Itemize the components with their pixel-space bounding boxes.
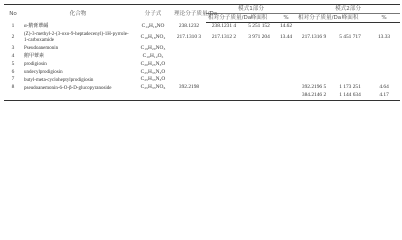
table-row: [4, 92, 400, 100]
cell-no: 6: [11, 68, 15, 75]
cell-no: [4, 92, 22, 100]
cell-formula: C₁₉H₂₀NO₃: [140, 44, 166, 51]
cell-theoretical-mass: [172, 61, 206, 69]
header-group-2: 模式2部分: [296, 5, 400, 14]
cell-area-1: 5 251 152: [248, 23, 270, 30]
cell-no: 7: [11, 76, 15, 83]
cell-theoretical-mass: [172, 69, 206, 77]
cell-area-2: [332, 76, 368, 84]
header-no: No: [4, 5, 22, 23]
cell-pct-2: [368, 23, 400, 31]
cell-mass-1: [206, 76, 242, 84]
cell-formula: C₂₀H₂₅N₃O: [140, 60, 166, 67]
cell-compound: (Z)-3-methyl-2-(3-oxo-9-heptadecenyl)-1H-pyrrole-1-carboxamide: [24, 32, 129, 43]
cell-no: 2: [11, 34, 15, 40]
table-body: [4, 23, 400, 101]
cell-compound: butyl-meta-cycloheptylprodigiosin: [24, 77, 94, 83]
header-sub1-mass: 相对分子质量/Da: [208, 15, 252, 22]
cell-pct-1: [276, 69, 296, 77]
cell-compound: 鹅甲蕈素: [24, 53, 45, 59]
table-row: [4, 23, 400, 31]
cell-area-1: [242, 84, 276, 92]
cell-mass-1: [206, 61, 242, 69]
cell-mass-1: [206, 92, 242, 100]
cell-compound: α-鹅膏蕈碱: [24, 24, 49, 30]
header-group-1: 模式1部分: [206, 5, 296, 14]
cell-mass-2: [296, 76, 332, 84]
cell-compound: prodigiosin: [24, 61, 47, 67]
cell-pct-2: 4.17: [368, 92, 400, 100]
cell-formula: C₁₄H₁₈NO: [141, 23, 165, 30]
cell-area-2: 1 144 634: [332, 92, 368, 100]
cell-area-2: [332, 69, 368, 77]
cell-mass-2: [296, 45, 332, 53]
cell-area-1: [242, 92, 276, 100]
cell-theoretical-mass: 217.1310 3: [176, 34, 202, 40]
cell-compound: pseudoanemonin-6-O-β-D-glucopyranoside: [24, 85, 112, 91]
cell-no: 4: [11, 52, 15, 59]
cell-compound: [22, 92, 134, 100]
table-row: [4, 53, 400, 61]
cell-pct-1: [276, 45, 296, 53]
header-sub2-mass: 相对分子质量/Da: [298, 15, 342, 22]
cell-theoretical-mass: 238.1232: [178, 23, 200, 30]
cell-mass-1: 217.1312 2: [211, 34, 237, 40]
header-formula: 分子式: [134, 5, 172, 23]
cell-mass-2: [296, 61, 332, 69]
cell-mass-2: 384.2146 2: [296, 92, 332, 100]
cell-pct-1: 13.44: [279, 34, 293, 40]
cell-mass-1: [206, 45, 242, 53]
header-sub1-pct: %: [276, 14, 296, 23]
cell-mass-1: [206, 84, 242, 92]
cell-compound: undecylprodigiosin: [24, 69, 63, 75]
cell-area-2: 5 451 717: [339, 34, 361, 40]
cell-area-2: [332, 61, 368, 69]
cell-formula: [134, 92, 172, 100]
table-row: [4, 76, 400, 84]
cell-pct-1: [276, 84, 296, 92]
cell-formula: C₁₆H₁₈NO₂: [140, 34, 166, 40]
cell-mass-2: [296, 69, 332, 77]
cell-area-1: [242, 61, 276, 69]
header-sub2-pct: %: [368, 14, 400, 23]
cell-formula: C₁₀H₁₂O₅: [142, 52, 164, 59]
cell-pct-2: [368, 53, 400, 61]
compound-table: [4, 4, 400, 101]
cell-area-2: [332, 53, 368, 61]
cell-theoretical-mass: 392.2198: [178, 84, 200, 91]
cell-no: 1: [11, 23, 15, 30]
table-row: [4, 31, 400, 45]
cell-area-1: 3 971 204: [248, 34, 270, 40]
cell-mass-2: [296, 23, 332, 31]
cell-mass-2: [296, 53, 332, 61]
header-sub2-area: 峰面积: [332, 14, 368, 23]
cell-no: 3: [11, 44, 15, 51]
cell-pct-2: [368, 45, 400, 53]
header-row-top: [4, 5, 400, 14]
cell-area-1: [242, 69, 276, 77]
cell-mass-2: 217.1316 9: [301, 34, 327, 40]
cell-pct-2: [368, 76, 400, 84]
cell-area-2: [332, 45, 368, 53]
cell-pct-2: [368, 69, 400, 77]
cell-pct-1: [276, 53, 296, 61]
cell-area-2: [332, 23, 368, 31]
cell-area-1: [242, 45, 276, 53]
cell-formula: C₂₅H₃₃N₃O: [140, 76, 166, 83]
header-theoretical-mass: 理论分子质量/Da: [172, 5, 206, 23]
cell-formula: C₂₅H₃₅N₃O: [140, 68, 166, 75]
cell-theoretical-mass: [172, 45, 206, 53]
header-sub1-area: 峰面积: [242, 14, 276, 23]
cell-mass-1: [206, 69, 242, 77]
header-compound: 化合物: [22, 5, 134, 23]
cell-mass-1: [206, 53, 242, 61]
cell-pct-1: [276, 61, 296, 69]
table-row: [4, 45, 400, 53]
cell-mass-1: 238.1231 4: [211, 23, 237, 30]
cell-area-1: [242, 76, 276, 84]
cell-compound: Pseudoanemonin: [24, 45, 59, 51]
cell-mass-2: 392.2196 5: [301, 84, 327, 91]
cell-no: 8: [11, 84, 15, 91]
cell-pct-2: 4.64: [379, 84, 389, 91]
cell-pct-1: [276, 92, 296, 100]
cell-theoretical-mass: [172, 76, 206, 84]
cell-formula: C₂₅H₃₃NO₆: [140, 84, 166, 91]
cell-no: 5: [11, 60, 15, 67]
cell-pct-2: 13.33: [377, 34, 391, 40]
table-row: [4, 69, 400, 77]
cell-theoretical-mass: [172, 53, 206, 61]
cell-pct-2: [368, 61, 400, 69]
table-row: [4, 61, 400, 69]
cell-pct-1: 14.62: [279, 23, 293, 30]
table-row: [4, 84, 400, 92]
cell-theoretical-mass: [172, 92, 206, 100]
cell-area-1: [242, 53, 276, 61]
cell-area-2: 1 173 251: [339, 84, 361, 91]
cell-pct-1: [276, 76, 296, 84]
